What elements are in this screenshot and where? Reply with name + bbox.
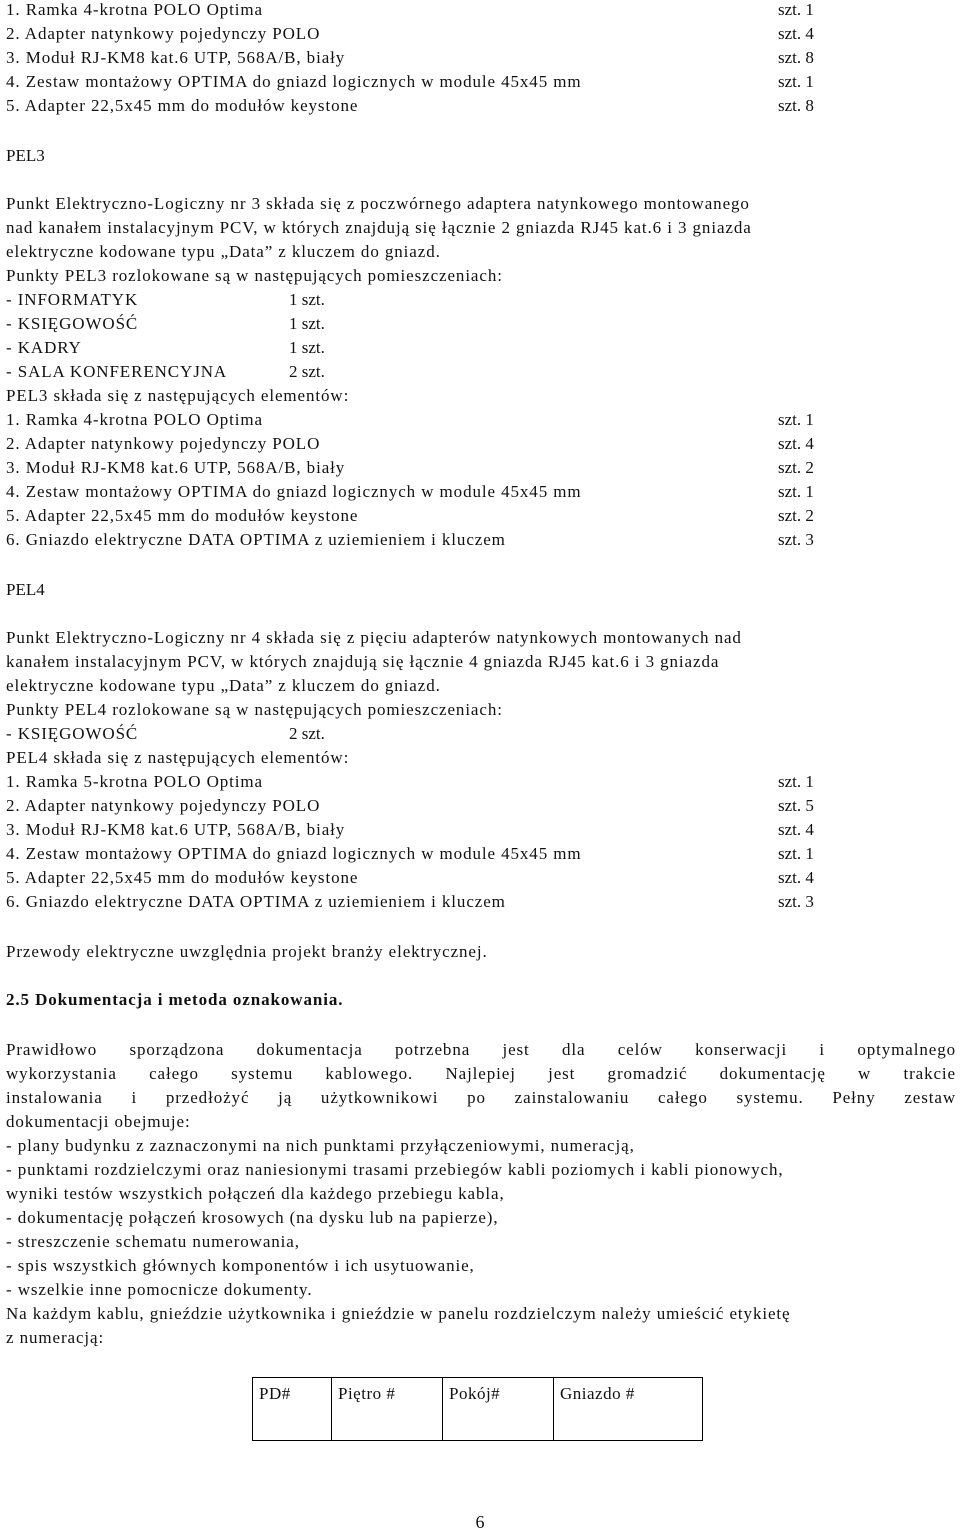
list-item-qty: szt. 1 — [778, 844, 814, 863]
list-item-qty: szt. 1 — [778, 772, 814, 791]
paragraph-line: Prawidłowo sporządzona dokumentacja potrzebna jest dla celów konserwacji i optymalnego — [6, 1040, 956, 1059]
room-qty: 2 szt. — [289, 724, 325, 743]
list-item-qty: szt. 1 — [778, 72, 814, 91]
room-name: - SALA KONFERENCYJNA — [6, 362, 228, 381]
room-name: - KSIĘGOWOŚĆ — [6, 314, 139, 333]
list-item-qty: szt. 1 — [778, 0, 814, 19]
pel4-description-line: Punkty PEL4 rozlokowane są w następujących pomieszczeniach: — [6, 700, 503, 719]
paragraph-line: wyniki testów wszystkich połączeń dla każdego przebiegu kabla, — [6, 1184, 505, 1203]
list-item: 3. Moduł RJ-KM8 kat.6 UTP, 568A/B, biały — [6, 48, 346, 67]
list-item-qty: szt. 8 — [778, 96, 814, 115]
list-item: 3. Moduł RJ-KM8 kat.6 UTP, 568A/B, biały — [6, 458, 346, 477]
section-heading: 2.5 Dokumentacja i metoda oznakowania. — [6, 990, 344, 1009]
list-item: 1. Ramka 4-krotna POLO Optima — [6, 0, 263, 19]
room-qty: 2 szt. — [289, 362, 325, 381]
paragraph-line: z numeracją: — [6, 1328, 105, 1347]
list-item: 5. Adapter 22,5x45 mm do modułów keystone — [6, 868, 359, 887]
list-item-qty: szt. 1 — [778, 410, 814, 429]
list-item-qty: szt. 4 — [778, 434, 814, 453]
paragraph-line: - spis wszystkich głównych komponentów i ich usytuowanie, — [6, 1256, 475, 1275]
list-item: 1. Ramka 5-krotna POLO Optima — [6, 772, 263, 791]
paragraph-line: - wszelkie inne pomocnicze dokumenty. — [6, 1280, 313, 1299]
pel3-description-line: Punkt Elektryczno-Logiczny nr 3 składa się z poczwórnego adaptera natynkowego montowanego — [6, 194, 750, 213]
list-item: 5. Adapter 22,5x45 mm do modułów keystone — [6, 96, 359, 115]
pel3-elements-intro: PEL3 składa się z następujących elementów: — [6, 386, 350, 405]
paragraph-line: wykorzystania całego systemu kablowego. Najlepiej jest gromadzić dokumentację w trakcie — [6, 1064, 956, 1083]
paragraph-line: - dokumentację połączeń krosowych (na dysku lub na papierze), — [6, 1208, 499, 1227]
room-name: - KSIĘGOWOŚĆ — [6, 724, 139, 743]
pel3-description-line: nad kanałem instalacyjnym PCV, w których znajdują się łącznie 2 gniazda RJ45 kat.6 i 3 gniazda — [6, 218, 752, 237]
table-cell: Pokój# — [443, 1378, 554, 1441]
list-item: 1. Ramka 4-krotna POLO Optima — [6, 410, 263, 429]
list-item: 5. Adapter 22,5x45 mm do modułów keystone — [6, 506, 359, 525]
list-item: 3. Moduł RJ-KM8 kat.6 UTP, 568A/B, biały — [6, 820, 346, 839]
table-cell: Piętro # — [332, 1378, 443, 1441]
pel4-elements-intro: PEL4 składa się z następujących elementów: — [6, 748, 350, 767]
list-item-qty: szt. 3 — [778, 530, 814, 549]
table-cell: Gniazdo # — [554, 1378, 703, 1441]
room-qty: 1 szt. — [289, 338, 325, 357]
list-item: 6. Gniazdo elektryczne DATA OPTIMA z uziemieniem i kluczem — [6, 892, 506, 911]
list-item: 4. Zestaw montażowy OPTIMA do gniazd logicznych w module 45x45 mm — [6, 482, 582, 501]
pel4-heading: PEL4 — [6, 580, 45, 599]
paragraph-line: instalowania i przedłożyć ją użytkownikowi po zainstalowaniu całego systemu. Pełny zestaw — [6, 1088, 956, 1107]
paragraph-line: dokumentacji obejmuje: — [6, 1112, 191, 1131]
list-item: 2. Adapter natynkowy pojedynczy POLO — [6, 24, 321, 43]
room-name: - INFORMATYK — [6, 290, 139, 309]
pel4-description-line: elektryczne kodowane typu „Data” z kluczem do gniazd. — [6, 676, 441, 695]
pel3-heading: PEL3 — [6, 146, 45, 165]
paragraph-line: - streszczenie schematu numerowania, — [6, 1232, 300, 1251]
page-number: 6 — [475, 1512, 485, 1532]
list-item: 6. Gniazdo elektryczne DATA OPTIMA z uziemieniem i kluczem — [6, 530, 506, 549]
list-item-qty: szt. 1 — [778, 482, 814, 501]
list-item: 2. Adapter natynkowy pojedynczy POLO — [6, 434, 321, 453]
list-item: 2. Adapter natynkowy pojedynczy POLO — [6, 796, 321, 815]
room-qty: 1 szt. — [289, 290, 325, 309]
list-item-qty: szt. 2 — [778, 506, 814, 525]
list-item-qty: szt. 4 — [778, 24, 814, 43]
room-name: - KADRY — [6, 338, 82, 357]
list-item-qty: szt. 5 — [778, 796, 814, 815]
paragraph-line: - plany budynku z zaznaczonymi na nich punktami przyłączeniowymi, numeracją, — [6, 1136, 635, 1155]
list-item-qty: szt. 4 — [778, 820, 814, 839]
table-row — [253, 1378, 703, 1441]
pel4-description-line: Punkt Elektryczno-Logiczny nr 4 składa się z pięciu adapterów natynkowych montowanych nad — [6, 628, 742, 647]
room-qty: 1 szt. — [289, 314, 325, 333]
wiring-note: Przewody elektryczne uwzględnia projekt branży elektrycznej. — [6, 942, 488, 961]
label-format-table — [252, 1377, 703, 1441]
list-item-qty: szt. 3 — [778, 892, 814, 911]
list-item-qty: szt. 2 — [778, 458, 814, 477]
paragraph-line: - punktami rozdzielczymi oraz naniesionymi trasami przebiegów kabli poziomych i kabli pionowych, — [6, 1160, 784, 1179]
list-item: 4. Zestaw montażowy OPTIMA do gniazd logicznych w module 45x45 mm — [6, 844, 582, 863]
pel4-description-line: kanałem instalacyjnym PCV, w których znajdują się łącznie 4 gniazda RJ45 kat.6 i 3 gniazda — [6, 652, 720, 671]
list-item-qty: szt. 8 — [778, 48, 814, 67]
pel3-description-line: elektryczne kodowane typu „Data” z kluczem do gniazd. — [6, 242, 441, 261]
table-cell: PD# — [253, 1378, 332, 1441]
pel3-description-line: Punkty PEL3 rozlokowane są w następujących pomieszczeniach: — [6, 266, 503, 285]
documentation-paragraph — [6, 1038, 956, 1350]
list-item: 4. Zestaw montażowy OPTIMA do gniazd logicznych w module 45x45 mm — [6, 72, 582, 91]
paragraph-line: Na każdym kablu, gnieździe użytkownika i gnieździe w panelu rozdzielczym należy umieścić etykietę — [6, 1304, 791, 1323]
list-item-qty: szt. 4 — [778, 868, 814, 887]
